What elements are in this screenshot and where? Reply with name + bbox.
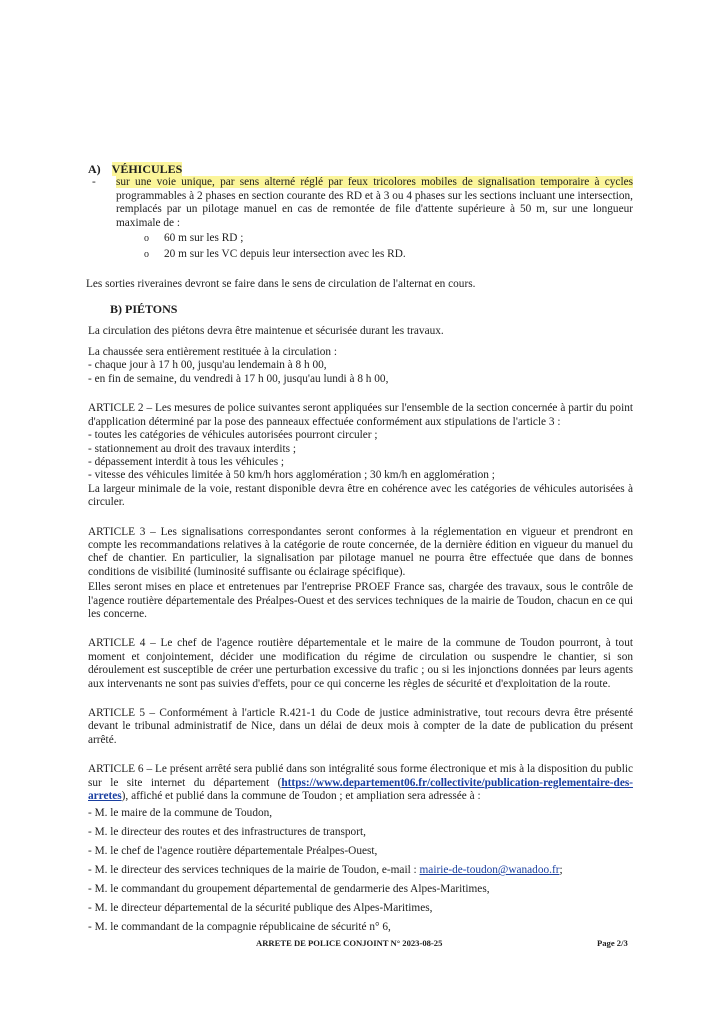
recipient-list	[88, 807, 633, 934]
section-a-item-highlight: sur une voie unique, par sens alterné réglé par feux tricolores mobiles de signalisation temporaire à cycles	[116, 176, 633, 189]
restitution-line: - chaque jour à 17 h 00, jusqu'au lendemain à 8 h 00,	[88, 359, 327, 372]
recipient-item: - M. le directeur départemental de la sécurité publique des Alpes-Maritimes,	[88, 901, 433, 914]
page-number: Page 2/3	[597, 938, 628, 948]
restitution-line: - en fin de semaine, du vendredi à 17 h 00, jusqu'au lundi à 8 h 00,	[88, 372, 389, 385]
section-a-heading	[88, 163, 633, 176]
bullet-text: 60 m sur les RD ;	[164, 232, 244, 245]
article-2-line: - vitesse des véhicules limitée à 50 km/h hors agglomération ; 30 km/h en agglomération ;	[88, 469, 495, 482]
recipient-item: - M. le chef de l'agence routière départementale Préalpes-Ouest,	[88, 845, 378, 858]
article-4-text: ARTICLE 4 – Le chef de l'agence routière départementale et le maire de la commune de Toudon pourront, à tout moment et conjointement, décider une modification du régime de circulation ou suspendre le chantier, si son déroulement est susceptible de créer une perturbation excessive du trafic ; ou si les injonctions données par leurs agents aux intervenants ne sont pas suivies d'effets, pour ce qui concerne les règles de sécurité et d'exploitation de la route.	[88, 637, 633, 690]
publication-link[interactable]: https://www.departement06.fr/collectivite/publication-reglementaire-des-arretes	[88, 776, 633, 803]
bullet-text: 20 m sur les VC depuis leur intersection avec les RD.	[164, 248, 406, 261]
bullet-item	[88, 232, 633, 245]
article-5-text: ARTICLE 5 – Conformément à l'article R.421-1 du Code de justice administrative, tout recours devra être présenté devant le tribunal administratif de Nice, dans un délai de deux mois à compter de la date de publication du présent arrêté.	[88, 707, 633, 746]
section-a-item-rest: programmables à 2 phases en section courante des RD et à 3 ou 4 phases sur les sections incluant une intersection, remplacés par un pilotage manuel en cas de remontée de file d'attente supérieure à 50 m, sur une longueur maximale de :	[116, 189, 633, 229]
document-body	[88, 163, 633, 940]
section-b-text: La circulation des piétons devra être maintenue et sécurisée durant les travaux.	[88, 324, 444, 337]
bullet-item	[88, 248, 633, 261]
footer-reference: ARRETE DE POLICE CONJOINT N° 2023-08-25	[256, 938, 443, 948]
recipient-item: - M. le commandant de la compagnie républicaine de sécurité n° 6,	[88, 920, 391, 933]
article-2-text: ARTICLE 2 – Les mesures de police suivantes seront appliquées sur l'ensemble de la section concernée à partir du point d'application déterminé par la pose des panneaux effectuée conformément aux stipulations de l'article 3 :	[88, 402, 633, 428]
recipient-item: - M. le maire de la commune de Toudon,	[88, 807, 273, 820]
recipient-email-suffix: ;	[559, 864, 563, 877]
article-6-text-after: ), affiché et publié dans la commune de Toudon ; et ampliation sera adressée à :	[121, 790, 481, 803]
section-b-heading: B) PIÉTONS	[110, 302, 178, 317]
section-a-prefix: A)	[88, 162, 101, 176]
section-a-note: Les sorties riveraines devront se faire dans le sens de circulation de l'alternat en cours.	[86, 277, 476, 290]
article-2-closing: La largeur minimale de la voie, restant disponible devra être en cohérence avec les catégories de véhicules autorisées à circuler.	[88, 482, 633, 509]
article-6-text	[88, 763, 633, 803]
section-a-title: VÉHICULES	[111, 162, 183, 176]
article-6-text-before: ARTICLE 6 – Le présent arrêté sera publié dans son intégralité sous forme électronique et mis à la disposition du public sur le site internet du département (	[88, 763, 633, 789]
section-a-item	[88, 176, 633, 230]
restitution-intro: La chaussée sera entièrement restituée à la circulation :	[88, 346, 338, 359]
recipient-item	[88, 864, 633, 877]
recipient-email-prefix: - M. le directeur des services techniques de la mairie de Toudon, e-mail :	[88, 864, 420, 877]
bullet-symbol: o	[144, 233, 149, 245]
article-3-text-2: Elles seront mises en place et entretenues par l'entreprise PROEF France sas, chargée des travaux, sous le contrôle de l'agence routière départementale des Préalpes-Ouest et des services techniques de la mairie de Toudon, chacun en ce qui les concerne.	[88, 581, 633, 620]
email-link[interactable]: mairie-de-toudon@wanadoo.fr	[419, 864, 560, 877]
article-2-line: - stationnement au droit des travaux interdits ;	[88, 442, 296, 455]
article-3-text: ARTICLE 3 – Les signalisations correspondantes seront conformes à la réglementation en vigueur et prendront en compte les recommandations relatives à la catégorie de route concernée, de la dernière édition en vigueur du manuel du chef de chantier. En particulier, la signalisation par pilotage manuel ne pourra être effectuée que dans de bonnes conditions de visibilité (luminosité suffisante ou éclairage spécifique).	[88, 525, 633, 578]
article-2-line: - dépassement interdit à tous les véhicules ;	[88, 455, 285, 468]
bullet-symbol: o	[144, 249, 149, 261]
article-2-line: - toutes les catégories de véhicules autorisées pourront circuler ;	[88, 429, 378, 442]
recipient-item: - M. le directeur des routes et des infrastructures de transport,	[88, 826, 366, 839]
dash-marker: -	[92, 176, 96, 189]
recipient-item: - M. le commandant du groupement départemental de gendarmerie des Alpes-Maritimes,	[88, 883, 490, 896]
